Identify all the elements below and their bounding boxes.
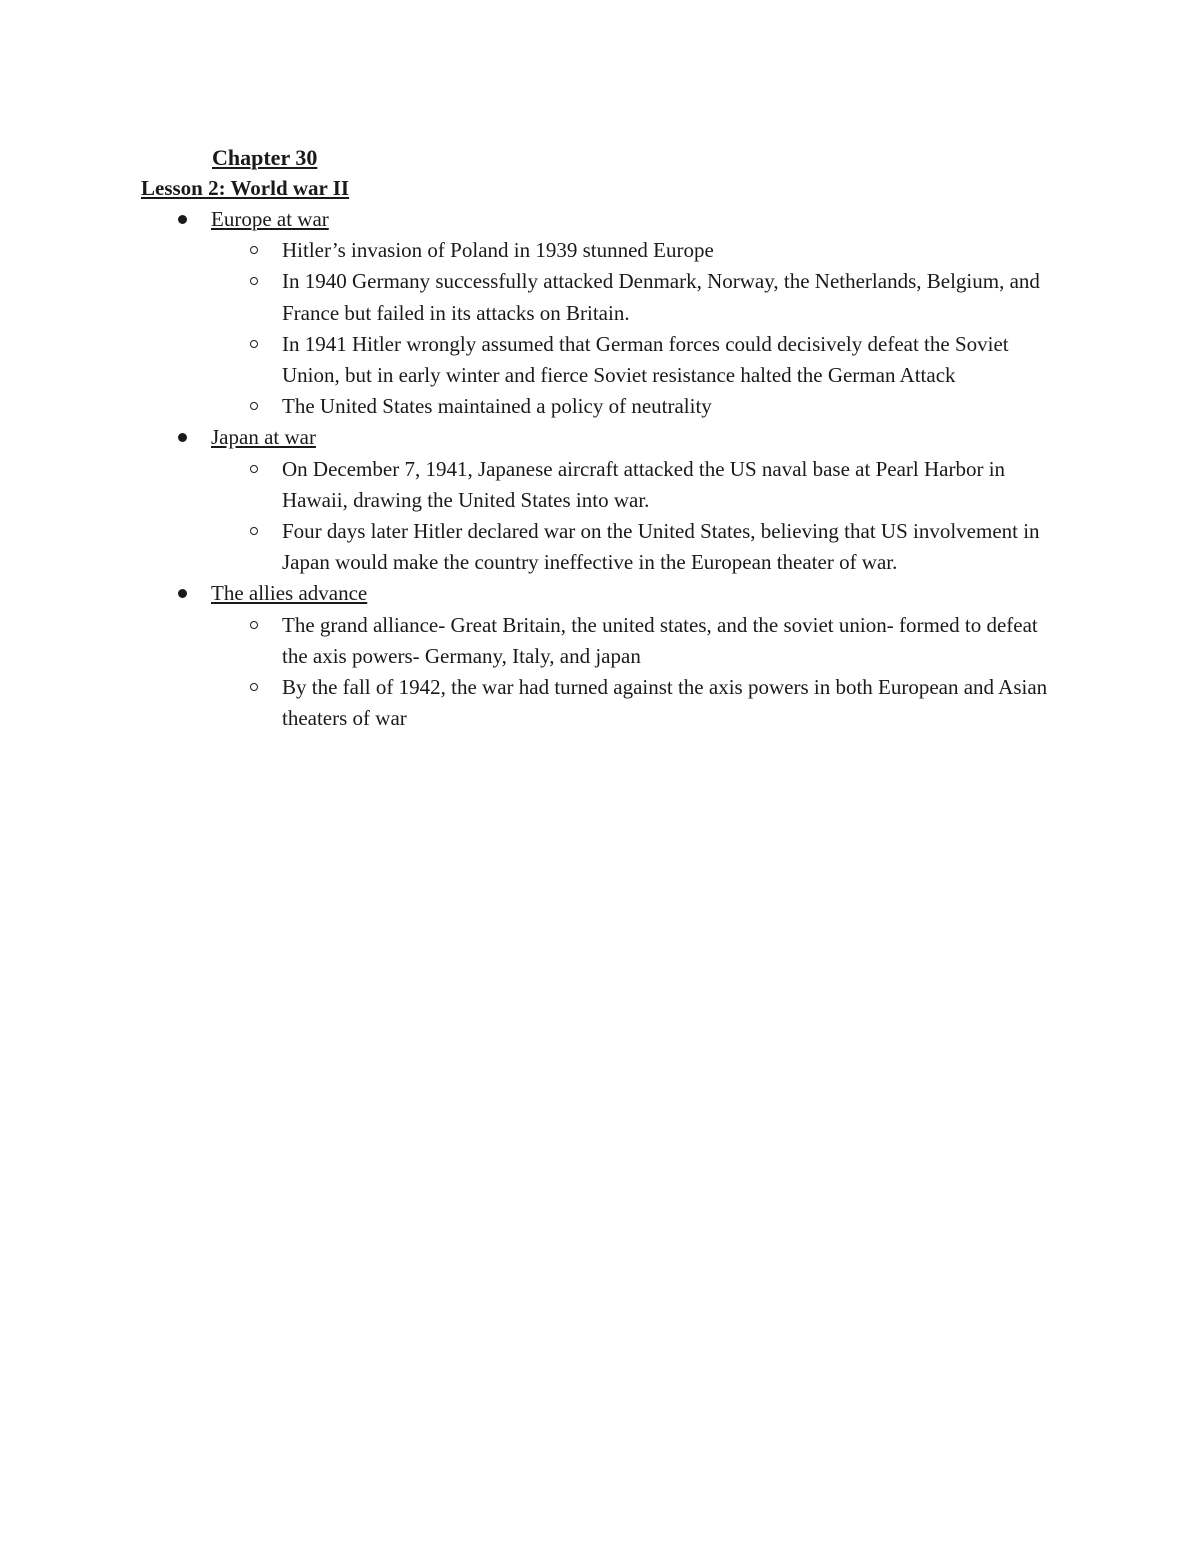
point-text: Four days later Hitler declared war on the United States, believing that US involvement in Japan would make the country ineffective in the European theater of war. <box>282 519 1040 575</box>
point-text: The grand alliance- Great Britain, the united states, and the soviet union- formed to defeat the axis powers- Germany, Italy, and japan <box>282 612 1038 668</box>
section-heading: Japan at war <box>211 425 316 450</box>
list-item <box>211 454 1050 516</box>
hollow-bullet-icon <box>250 465 258 473</box>
section-heading: The allies advance <box>211 581 368 606</box>
sub-point-list <box>211 610 1071 735</box>
chapter-title: Chapter 30 <box>212 145 318 170</box>
point-text: Hitler’s invasion of Poland in 1939 stunned Europe <box>282 238 714 263</box>
list-item <box>211 391 1050 422</box>
point-text: In 1941 Hitler wrongly assumed that German forces could decisively defeat the Soviet Union, but in early winter and fierce Soviet resistance halted the German Attack <box>282 331 1009 388</box>
hollow-bullet-icon <box>250 340 258 348</box>
section-europe-at-war <box>141 204 1071 422</box>
filled-bullet-icon <box>178 433 187 442</box>
list-item <box>211 235 1050 266</box>
point-text: On December 7, 1941, Japanese aircraft attacked the US naval base at Pearl Harbor in Hawaii, drawing the United States into war. <box>282 456 1006 512</box>
hollow-bullet-icon <box>250 246 258 254</box>
section-the-allies-advance <box>141 578 1071 734</box>
hollow-bullet-icon <box>250 683 258 691</box>
list-item <box>211 266 1050 328</box>
point-text: In 1940 Germany successfully attacked Denmark, Norway, the Netherlands, Belgium, and France but failed in its attacks on Britain. <box>282 269 1040 325</box>
section-japan-at-war <box>141 422 1071 578</box>
point-text: The United States maintained a policy of neutrality <box>282 394 712 419</box>
list-item <box>211 672 1050 734</box>
hollow-bullet-icon <box>250 277 258 285</box>
hollow-bullet-icon <box>250 402 258 410</box>
hollow-bullet-icon <box>250 621 258 629</box>
sub-point-list <box>211 235 1071 422</box>
filled-bullet-icon <box>178 589 187 598</box>
lesson-title: Lesson 2: World war II <box>141 176 350 200</box>
filled-bullet-icon <box>178 215 187 224</box>
point-text: By the fall of 1942, the war had turned against the axis powers in both European and Asian theaters of war <box>282 675 1048 731</box>
list-item <box>211 329 1050 391</box>
notes-outline <box>141 204 1071 734</box>
hollow-bullet-icon <box>250 527 258 535</box>
list-item <box>211 610 1050 672</box>
sub-point-list <box>211 454 1071 579</box>
list-item <box>211 516 1050 578</box>
section-heading: Europe at war <box>211 207 329 231</box>
